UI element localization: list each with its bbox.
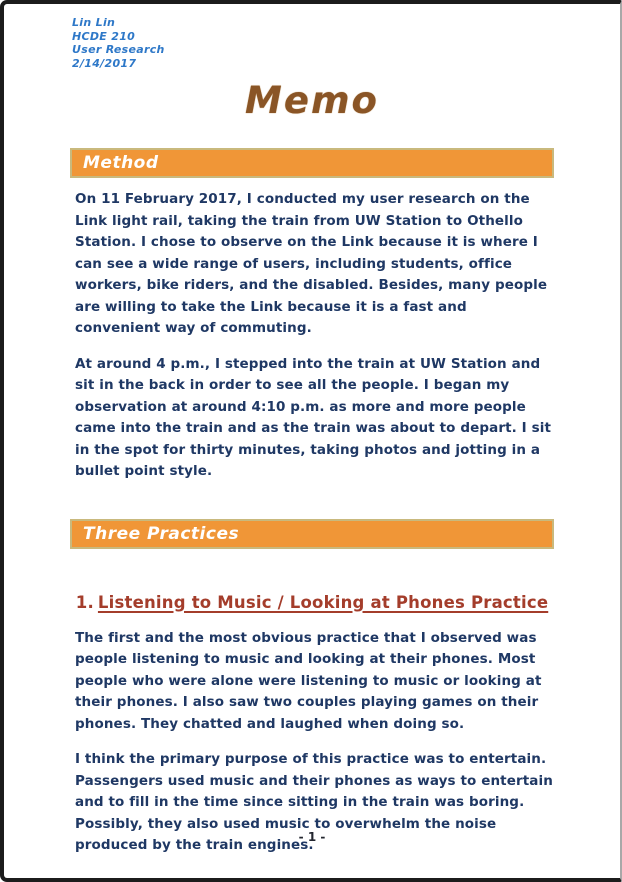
method-paragraph-1: On 11 February 2017, I conducted my user research on the Link light rail, taking the train from UW Station to Othello Station. I chose to observe on the Link because it is where I can see a wide range of users, including students, office workers, bike riders, and the disabled. Besides, many people are willing to take the Link because it is a fast and convenient way of commuting. (75, 191, 548, 336)
practice-1-paragraph-1: The first and the most obvious practice that I observed was people listening to music and looking at their phones. Most people who were alone were listening to music or looking at their phones. I also saw two couples playing games on their phones. They chatted and laughed when doing so. (75, 629, 542, 732)
header-course: HCDE 210 (72, 29, 136, 43)
practice-1-paragraph-2: I think the primary purpose of this practice was to entertain. Passengers used music and their phones as ways to entertain and to fill in the time since sitting in the train was boring. Possibly, they also used music to overwhelm the noise produced by the train engines. (75, 751, 553, 853)
document-title: Memo (245, 79, 379, 122)
practice-1-subheading (44, 593, 580, 612)
page-number: - 1 - (298, 830, 326, 844)
section-banner-method (70, 148, 554, 178)
document-header (72, 16, 620, 70)
header-author: Lin Lin (72, 16, 116, 29)
section-banner-method-label: Method (83, 153, 159, 173)
practice-1-title: Listening to Music / Looking at Phones Practice (97, 592, 549, 612)
header-assignment: User Research (72, 43, 165, 56)
method-paragraph-2: At around 4 p.m., I stepped into the train at UW Station and sit in the back in order to see all the people. I began my observation at around 4:10 p.m. as more and more people came into the train and as the train was about to depart. I sit in the spot for thirty minutes, taking photos and jotting in a bullet point style. (75, 355, 552, 479)
section-banner-three-practices-label: Three Practices (83, 523, 240, 544)
section-banner-three-practices (70, 519, 554, 549)
header-date: 2/14/2017 (72, 56, 137, 70)
practice-1-number: 1. (75, 592, 94, 612)
